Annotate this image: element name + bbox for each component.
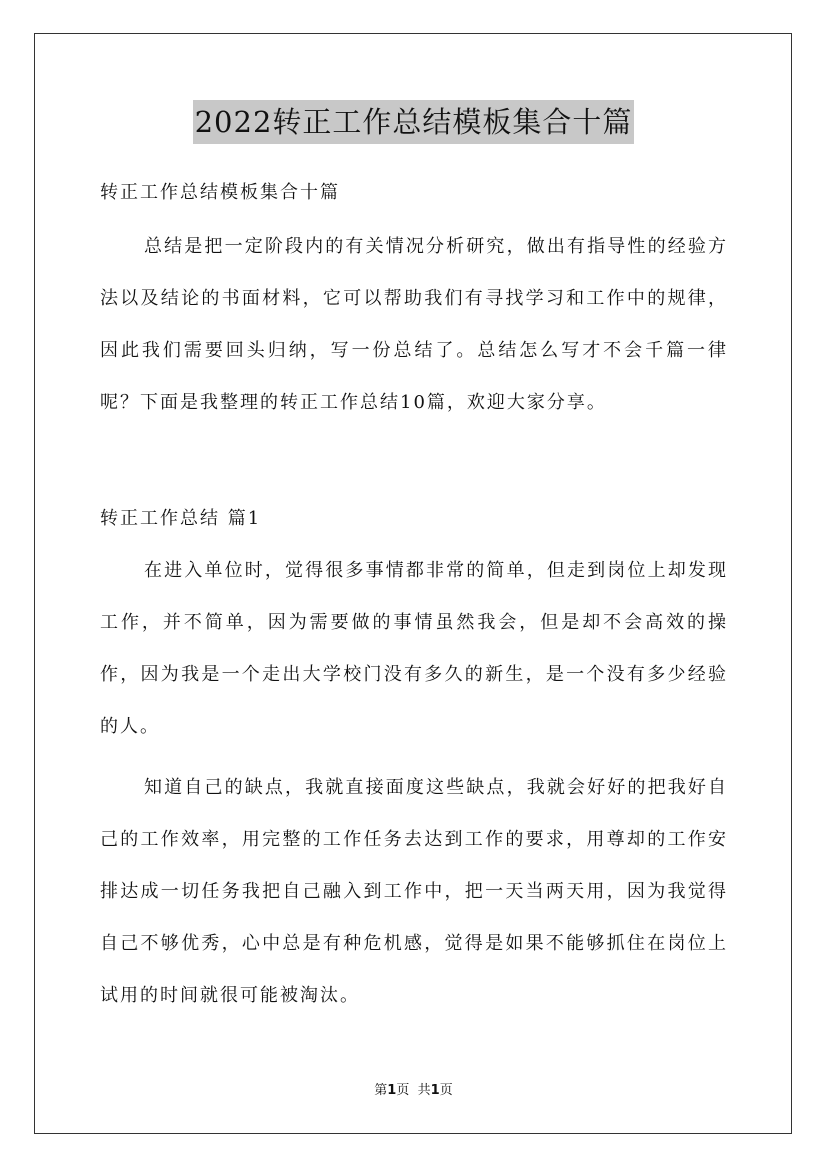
page-footer: [0, 1082, 827, 1100]
body-paragraph-1: 在进入单位时，觉得很多事情都非常的简单，但走到岗位上却发现工作，并不简单，因为需要做的事情虽然我会，但是却不会高效的操作，因为我是一个走出大学校门没有多久的新生，是一个没有多少经验的人。: [100, 560, 728, 737]
document-subtitle: 转正工作总结模板集合十篇: [100, 182, 340, 203]
footer-total-number: 1: [430, 1083, 440, 1098]
document-title: 2022转正工作总结模板集合十篇: [193, 100, 635, 144]
section-heading: 转正工作总结 篇1: [100, 508, 262, 529]
footer-page-number: 1: [387, 1083, 397, 1098]
title-container: [0, 100, 827, 144]
footer-total-prefix: 共: [417, 1083, 431, 1098]
body-paragraph-2: 知道自己的缺点，我就直接面度这些缺点，我就会好好的把我好自己的工作效率，用完整的工作任务去达到工作的要求，用尊却的工作安排达成一切任务我把自己融入到工作中，把一天当两天用，因为我觉得自己不够优秀，心中总是有种危机感，觉得是如果不能够抓住在岗位上试用的时间就很可能被淘汰。: [100, 777, 728, 1006]
footer-total-suffix: 页: [439, 1083, 453, 1098]
footer-page-prefix: 第: [374, 1083, 388, 1098]
intro-paragraph: 总结是把一定阶段内的有关情况分析研究，做出有指导性的经验方法以及结论的书面材料，它可以帮助我们有寻找学习和工作中的规律，因此我们需要回头归纳，写一份总结了。总结怎么写才不会千篇一律呢？下面是我整理的转正工作总结10篇，欢迎大家分享。: [100, 236, 728, 413]
footer-page-suffix: 页: [396, 1083, 410, 1098]
